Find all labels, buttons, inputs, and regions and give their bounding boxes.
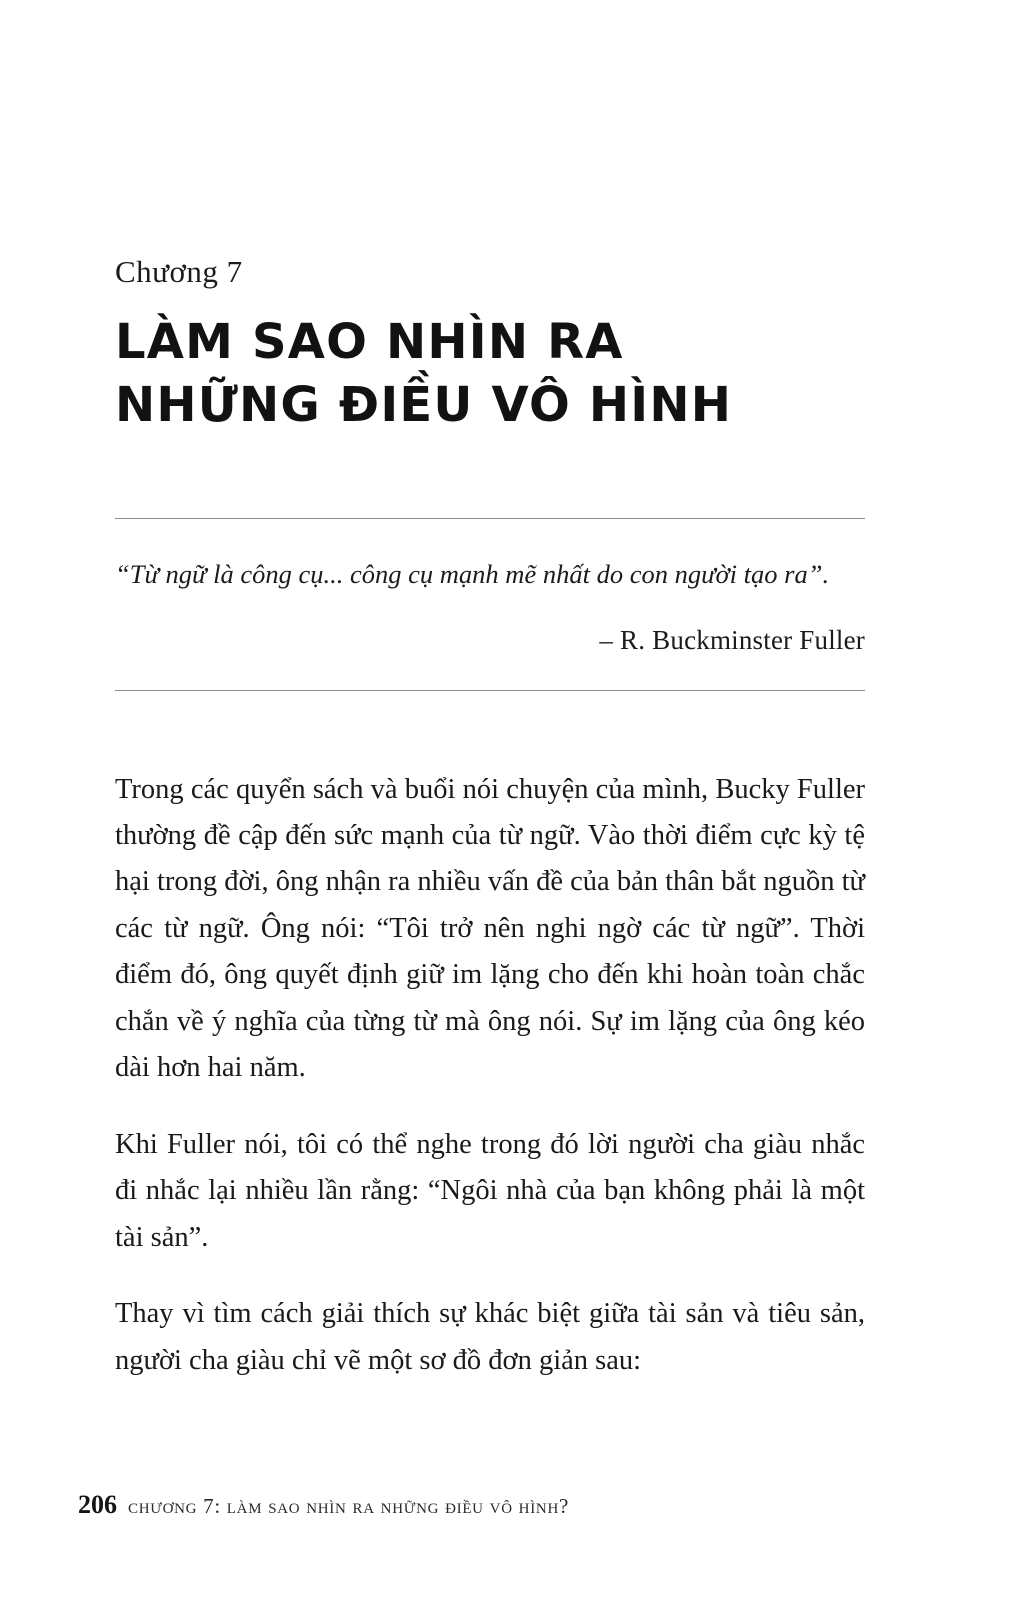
page-title xyxy=(115,311,865,438)
chapter-title-line-1: LÀM SAO NHÌN RA xyxy=(115,314,624,371)
paragraph: Thay vì tìm cách giải thích sự khác biệt giữa tài sản và tiêu sản, người cha giàu chỉ vẽ một sơ đồ đơn giản sau: xyxy=(115,1298,865,1376)
quote-bottom-divider xyxy=(115,690,865,691)
epigraph-block xyxy=(115,518,865,691)
paragraph: Khi Fuller nói, tôi có thể nghe trong đó lời người cha giàu nhắc đi nhắc lại nhiều lần rằng: “Ngôi nhà của bạn không phải là một tài sản”. xyxy=(115,1128,865,1253)
chapter-label: Chương 7 xyxy=(115,254,243,289)
quote-text: “Từ ngữ là công cụ... công cụ mạnh mẽ nhất do con người tạo ra”. xyxy=(115,558,830,589)
quote-attribution: – R. Buckminster Fuller xyxy=(599,624,865,655)
paragraph: Trong các quyển sách và buổi nói chuyện của mình, Bucky Fuller thường đề cập đến sức mạnh của từ ngữ. Vào thời điểm cực kỳ tệ hại trong đời, ông nhận ra nhiều vấn đề của bản thân bắt nguồn từ các từ ngữ. Ông nói: “Tôi trở nên nghi ngờ các từ ngữ”. Thời điểm đó, ông quyết định giữ im lặng cho đến khi hoàn toàn chắc chắn về ý nghĩa của từng từ mà ông nói. Sự im lặng của ông kéo dài hơn hai năm. xyxy=(115,773,865,1084)
body-text xyxy=(115,767,865,1384)
running-title: chương 7: làm sao nhìn ra những điều vô hình? xyxy=(128,1494,569,1518)
quote-top-divider xyxy=(115,518,865,519)
page-number: 206 xyxy=(78,1490,117,1519)
page-content xyxy=(115,0,865,1384)
chapter-title-line-2: NHỮNG ĐIỀU VÔ HÌNH xyxy=(115,377,733,434)
page-footer xyxy=(78,1490,569,1520)
